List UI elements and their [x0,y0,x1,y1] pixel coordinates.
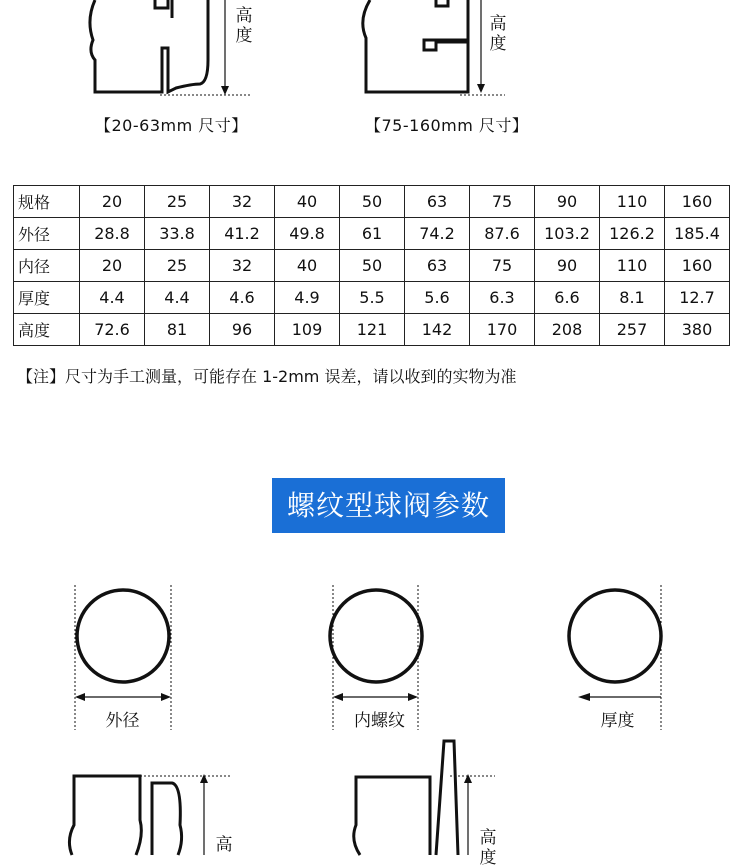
table-cell: 103.2 [535,218,600,250]
table-cell: 81 [145,314,210,346]
table-cell: 20 [80,250,145,282]
table-cell: 50 [340,186,405,218]
table-cell: 72.6 [80,314,145,346]
table-row [14,218,730,250]
row-header: 规格 [14,186,80,218]
table-cell: 20 [80,186,145,218]
table-cell: 33.8 [145,218,210,250]
table-cell: 170 [470,314,535,346]
table-cell: 63 [405,250,470,282]
table-row [14,186,730,218]
table-cell: 6.6 [535,282,600,314]
table-cell: 6.3 [470,282,535,314]
table-row [14,314,730,346]
outer-diameter-label: 外径 [105,711,140,731]
row-header: 高度 [14,314,80,346]
table-cell: 4.4 [145,282,210,314]
table-cell: 63 [405,186,470,218]
table-cell: 32 [210,250,275,282]
table-cell: 208 [535,314,600,346]
right-size-caption: 【75-160mm 尺寸】 [365,116,529,135]
table-cell: 74.2 [405,218,470,250]
table-cell: 90 [535,250,600,282]
table-cell: 90 [535,186,600,218]
table-cell: 110 [600,186,665,218]
table-cell: 110 [600,250,665,282]
table-cell: 160 [665,186,730,218]
table-cell: 87.6 [470,218,535,250]
table-cell: 257 [600,314,665,346]
table-cell: 12.7 [665,282,730,314]
table-cell: 185.4 [665,218,730,250]
table-cell: 142 [405,314,470,346]
table-cell: 75 [470,186,535,218]
table-cell: 126.2 [600,218,665,250]
measurement-note: 【注】尺寸为手工测量，可能存在 1-2mm 误差，请以收到的实物为准 [17,367,517,386]
valve-profile-small-figure [0,0,260,110]
left-height-label: 高度 [235,6,253,46]
table-cell: 75 [470,250,535,282]
table-cell: 4.4 [80,282,145,314]
right-height-label: 高度 [489,14,507,54]
spec-table [13,185,730,346]
table-row [14,250,730,282]
table-cell: 5.6 [405,282,470,314]
row-header: 内径 [14,250,80,282]
table-cell: 28.8 [80,218,145,250]
table-cell: 32 [210,186,275,218]
table-cell: 40 [275,250,340,282]
table-cell: 40 [275,186,340,218]
left-size-caption: 【20-63mm 尺寸】 [95,116,248,135]
inner-thread-label: 内螺纹 [354,711,405,731]
table-cell: 49.8 [275,218,340,250]
table-cell: 25 [145,250,210,282]
table-cell: 4.9 [275,282,340,314]
bottom-left-height-label: 高 [215,835,233,855]
table-cell: 41.2 [210,218,275,250]
row-header: 厚度 [14,282,80,314]
table-row [14,282,730,314]
table-cell: 50 [340,250,405,282]
table-cell: 96 [210,314,275,346]
table-cell: 109 [275,314,340,346]
bottom-right-height-label: 高度 [479,828,497,868]
table-cell: 25 [145,186,210,218]
table-cell: 4.6 [210,282,275,314]
valve-profile-large-figure [340,0,540,110]
row-header: 外径 [14,218,80,250]
table-cell: 160 [665,250,730,282]
table-cell: 5.5 [340,282,405,314]
table-cell: 380 [665,314,730,346]
table-cell: 8.1 [600,282,665,314]
thickness-label: 厚度 [600,711,635,731]
section-banner: 螺纹型球阀参数 [272,478,505,533]
table-cell: 121 [340,314,405,346]
table-cell: 61 [340,218,405,250]
